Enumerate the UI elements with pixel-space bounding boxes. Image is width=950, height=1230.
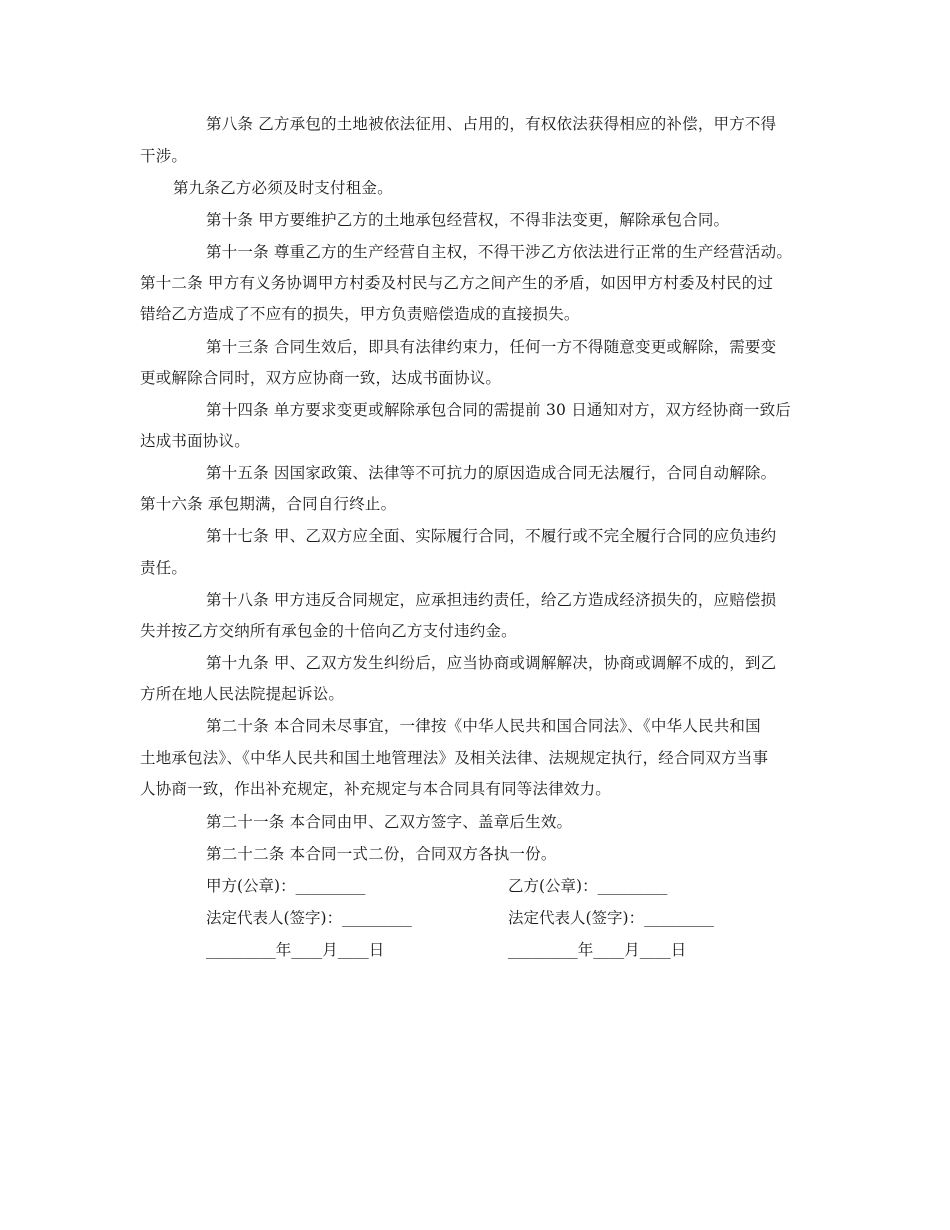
clause-12-line-2: 错给乙方造成了不应有的损失，甲方负责赔偿造成的直接损失。	[140, 305, 580, 323]
party-b-date-field: _________年____月____日	[508, 941, 687, 959]
clause-10: 第十条 甲方要维护乙方的土地承包经营权，不得非法变更，解除承包合同。	[206, 211, 730, 229]
clause-20-line-1: 第二十条 本合同未尽事宜，一律按《中华人民共和国合同法》、《中华人民共和国	[206, 717, 761, 735]
party-a-date-field: _________年____月____日	[206, 941, 385, 959]
clause-12-line-1: 第十二条 甲方有义务协调甲方村委及村民与乙方之间产生的矛盾，如因甲方村委及村民的过	[140, 274, 774, 292]
party-a-representative-field: 法定代表人(签字)：_________	[206, 909, 412, 927]
clause-13-line-1: 第十三条 合同生效后，即具有法律约束力，任何一方不得随意变更或解除，需要变	[206, 338, 777, 356]
clause-20-line-3: 人协商一致，作出补充规定，补充规定与本合同具有同等法律效力。	[140, 780, 612, 798]
clause-17-line-2: 责任。	[140, 559, 188, 577]
clause-9: 第九条乙方必须及时支付租金。	[173, 179, 393, 197]
clause-13-line-2: 更或解除合同时，双方应协商一致，达成书面协议。	[140, 369, 502, 387]
clause-21: 第二十一条 本合同由甲、乙双方签字、盖章后生效。	[206, 813, 573, 831]
clause-18-line-1: 第十八条 甲方违反合同规定，应承担违约责任，给乙方造成经济损失的，应赔偿损	[206, 591, 777, 609]
clause-16: 第十六条 承包期满，合同自行终止。	[140, 495, 397, 513]
clause-22: 第二十二条 本合同一式二份，合同双方各执一份。	[206, 845, 557, 863]
clause-18-line-2: 失并按乙方交纳所有承包金的十倍向乙方支付违约金。	[140, 622, 517, 640]
party-b-representative-field: 法定代表人(签字)：_________	[508, 909, 714, 927]
clause-15: 第十五条 因国家政策、法律等不可抗力的原因造成合同无法履行，合同自动解除。	[206, 464, 777, 482]
party-a-seal-field: 甲方(公章)：_________	[206, 877, 366, 895]
clause-11: 第十一条 尊重乙方的生产经营自主权，不得干涉乙方依法进行正常的生产经营活动。	[206, 243, 793, 261]
clause-8-line-1: 第八条 乙方承包的土地被依法征用、占用的，有权依法获得相应的补偿，甲方不得	[206, 115, 777, 133]
party-b-seal-field: 乙方(公章)：_________	[508, 877, 668, 895]
clause-19-line-2: 方所在地人民法院提起诉讼。	[140, 685, 345, 703]
clause-19-line-1: 第十九条 甲、乙双方发生纠纷后，应当协商或调解解决，协商或调解不成的，到乙	[206, 654, 777, 672]
clause-14-line-2: 达成书面协议。	[140, 432, 250, 450]
clause-14-line-1: 第十四条 单方要求变更或解除承包合同的需提前 30 日通知对方，双方经协商一致后	[206, 401, 792, 419]
clause-8-line-2: 干涉。	[140, 147, 188, 165]
clause-17-line-1: 第十七条 甲、乙双方应全面、实际履行合同，不履行或不完全履行合同的应负违约	[206, 527, 777, 545]
clause-20-line-2: 土地承包法》、《中华人民共和国土地管理法》及相关法律、法规规定执行，经合同双方当事	[140, 749, 769, 767]
